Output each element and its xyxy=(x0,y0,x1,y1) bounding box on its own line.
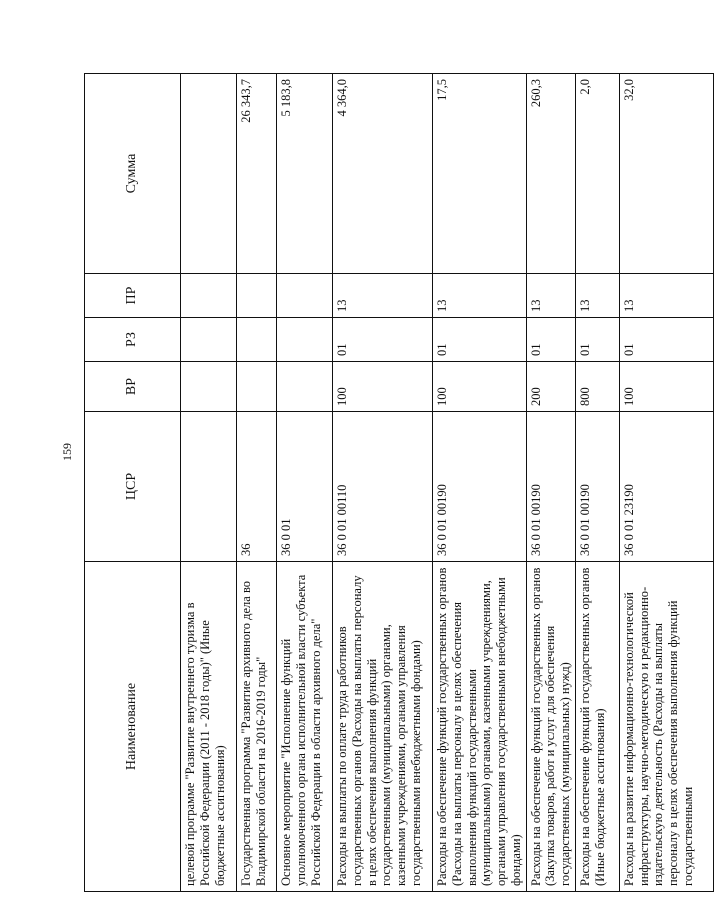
cell-name: целевой программе "Развитие внутреннего туризма в Российской Федерации (2011 - 2018 годы)" (Иные бюджетные ассигнования) xyxy=(181,562,237,892)
cell-pr xyxy=(277,274,333,318)
cell-pr: 13 xyxy=(333,274,433,318)
cell-pr: 13 xyxy=(433,274,527,318)
header-pr: ПР xyxy=(85,274,181,318)
cell-name: Расходы на обеспечение функций государственных органов (Иные бюджетные ассигнования) xyxy=(575,562,619,892)
cell-rz: 01 xyxy=(575,318,619,362)
cell-sum: 26 343,7 xyxy=(237,74,277,274)
table-row xyxy=(237,74,277,892)
table-row xyxy=(333,74,433,892)
cell-pr xyxy=(181,274,237,318)
header-sum: Сумма xyxy=(85,74,181,274)
cell-sum: 5 183,8 xyxy=(277,74,333,274)
header-rz: РЗ xyxy=(85,318,181,362)
cell-vr xyxy=(237,362,277,412)
cell-csr: 36 0 01 00190 xyxy=(526,412,575,562)
cell-name: Расходы на выплаты по оплате труда работников государственных органов (Расходы на выплаты персоналу в целях обеспечения выполнения функций государственными (муниципальными) органами, казенными учреждениями, органами управления государственными внебюджетными фондами) xyxy=(333,562,433,892)
cell-csr: 36 0 01 00190 xyxy=(575,412,619,562)
table-row xyxy=(526,74,575,892)
cell-vr xyxy=(277,362,333,412)
cell-rz: 01 xyxy=(526,318,575,362)
cell-sum: 4 364,0 xyxy=(333,74,433,274)
cell-pr xyxy=(237,274,277,318)
cell-name: Государственная программа "Развитие архивного дела во Владимирской области на 2016-2019 годы" xyxy=(237,562,277,892)
cell-name: Основное мероприятие "Исполнение функций уполномоченного органа исполнительной власти субъекта Российской Федерации в области архивного дела" xyxy=(277,562,333,892)
table-row xyxy=(181,74,237,892)
cell-sum xyxy=(181,74,237,274)
cell-sum: 260,3 xyxy=(526,74,575,274)
cell-rz: 01 xyxy=(619,318,713,362)
cell-vr: 100 xyxy=(333,362,433,412)
cell-csr: 36 xyxy=(237,412,277,562)
table-row xyxy=(277,74,333,892)
cell-name: Расходы на развитие информационно-технологической инфраструктуры, научно-методическую и редакционно-издательскую деятельность (Расходы на выплаты персоналу в целях обеспечения выполнения функций государственными xyxy=(619,562,713,892)
cell-csr xyxy=(181,412,237,562)
cell-name: Расходы на обеспечение функций государственных органов (Закупка товаров, работ и услуг для обеспечения государственных (муниципальных) нужд) xyxy=(526,562,575,892)
header-csr: ЦСР xyxy=(85,412,181,562)
cell-vr: 800 xyxy=(575,362,619,412)
table-header-row xyxy=(85,74,181,892)
cell-vr: 100 xyxy=(433,362,527,412)
cell-vr: 200 xyxy=(526,362,575,412)
table-row xyxy=(433,74,527,892)
cell-pr: 13 xyxy=(619,274,713,318)
table-row xyxy=(575,74,619,892)
budget-table xyxy=(84,73,714,892)
cell-vr xyxy=(181,362,237,412)
page-number: 159 xyxy=(60,443,74,461)
cell-sum: 2,0 xyxy=(575,74,619,274)
cell-csr: 36 0 01 xyxy=(277,412,333,562)
cell-name: Расходы на обеспечение функций государственных органов (Расходы на выплаты персоналу в целях обеспечения выполнения функций государственными (муниципальными) органами, казенными учреждениями, органами управления государственными внебюджетными фондами) xyxy=(433,562,527,892)
cell-rz xyxy=(237,318,277,362)
table-row xyxy=(619,74,713,892)
cell-sum: 32,0 xyxy=(619,74,713,274)
cell-rz xyxy=(277,318,333,362)
cell-csr: 36 0 01 23190 xyxy=(619,412,713,562)
cell-csr: 36 0 01 00110 xyxy=(333,412,433,562)
cell-pr: 13 xyxy=(575,274,619,318)
header-name: Наименование xyxy=(85,562,181,892)
header-vr: ВР xyxy=(85,362,181,412)
cell-rz xyxy=(181,318,237,362)
cell-csr: 36 0 01 00190 xyxy=(433,412,527,562)
cell-vr: 100 xyxy=(619,362,713,412)
cell-rz: 01 xyxy=(433,318,527,362)
cell-pr: 13 xyxy=(526,274,575,318)
cell-sum: 17,5 xyxy=(433,74,527,274)
cell-rz: 01 xyxy=(333,318,433,362)
rotated-page xyxy=(84,74,695,892)
